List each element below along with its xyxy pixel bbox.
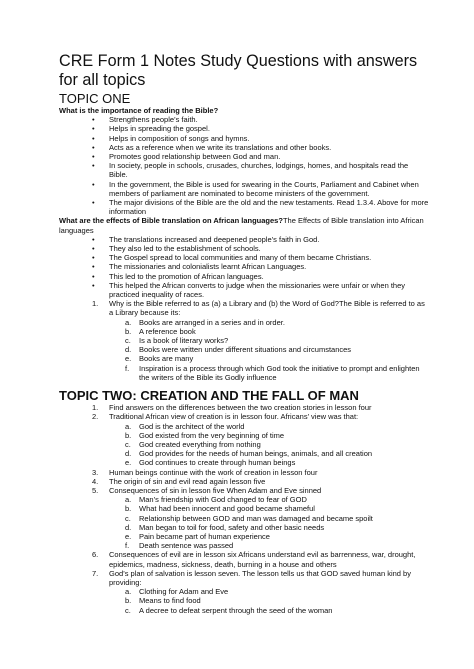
sub-item-letter: b. <box>125 326 132 336</box>
sub-item-letter: d. <box>125 449 132 459</box>
sub-item-text: Man began to toil for food, safety and other basic needs <box>139 522 325 532</box>
sub-item <box>125 605 429 615</box>
question-importance-text: What is the importance of reading the Bible? <box>59 106 219 115</box>
numbered-item <box>92 299 429 382</box>
list-item: • In the government, the Bible is used for swearing in the Courts, Parliament and Cabinet when members of parliament are nominated to become ministers of the government. <box>109 180 429 198</box>
sub-item-letter: f. <box>125 363 130 373</box>
topic-two-heading: TOPIC TWO: CREATION AND THE FALL OF MAN <box>59 388 359 404</box>
list-item: • In society, people in schools, crusades, churches, lodgings, homes, and hospitals read the Bible. <box>109 161 429 179</box>
sub-item-letter: c. <box>125 513 131 523</box>
sub-item-text: Inspiration is a process through which God took the initiative to prompt and enlighten the writers of the Bible its Godly influence <box>139 363 420 382</box>
sub-item-letter: c. <box>125 439 131 449</box>
sub-item <box>125 336 429 346</box>
sub-item-text: Books are many <box>139 354 194 364</box>
item-number: 5. <box>92 485 99 495</box>
sub-item <box>125 596 429 606</box>
sub-item <box>125 495 429 505</box>
sub-item-letter: e. <box>125 458 132 468</box>
sub-item <box>125 587 429 597</box>
sub-item-text: Clothing for Adam and Eve <box>139 587 229 597</box>
list-item: • Promotes good relationship between God and man. <box>109 152 429 161</box>
item-text: The origin of sin and evil read again lesson five <box>109 476 266 486</box>
topic-two-numbered-list <box>59 403 429 615</box>
sub-item <box>125 458 429 468</box>
sub-item-text: What had been innocent and good became shameful <box>139 504 315 514</box>
sub-list <box>109 422 429 468</box>
sub-item-letter: a. <box>125 587 132 597</box>
list-item: • Acts as a reference when we write its translations and other books. <box>109 143 429 152</box>
numbered-item <box>92 485 429 551</box>
sub-item <box>125 449 429 459</box>
sub-item-text: God created everything from nothing <box>139 439 261 449</box>
sub-item-letter: b. <box>125 596 132 606</box>
sub-item <box>125 531 429 541</box>
item-number: 1. <box>92 299 99 309</box>
sub-item-text: Pain became part of human experience <box>139 531 270 541</box>
sub-item <box>125 430 429 440</box>
numbered-item <box>92 403 429 413</box>
numbered-item <box>92 412 429 468</box>
sub-item-text: God existed from the very beginning of time <box>139 430 285 440</box>
list-item: • They also led to the establishment of schools. <box>109 244 429 253</box>
numbered-item <box>92 568 429 615</box>
question-importance <box>59 106 429 115</box>
sub-item-text: God continues to create through human beings <box>139 458 296 468</box>
sub-item-letter: a. <box>125 421 132 431</box>
sub-item-letter: e. <box>125 531 132 541</box>
sub-item-letter: a. <box>125 317 132 327</box>
document-title: CRE Form 1 Notes Study Questions with answers for all topics <box>59 52 418 89</box>
list-item: • Strengthens people’s faith. <box>109 115 429 124</box>
sub-item-text: Death sentence was passed <box>139 541 234 551</box>
item-number: 2. <box>92 412 99 422</box>
item-text: Why is the Bible referred to as (a) a Library and (b) the Word of God?The Bible is referred to as a Library because its: <box>109 299 425 318</box>
numbered-item <box>92 467 429 477</box>
sub-item-text: Books are arranged in a series and in order. <box>139 317 285 327</box>
numbered-item <box>92 550 429 569</box>
importance-bullet-list <box>59 115 429 216</box>
sub-item-text: Is a book of literary works? <box>139 336 229 346</box>
document-page <box>59 52 429 615</box>
sub-item <box>125 363 429 382</box>
topic-one-numbered-list <box>59 299 429 382</box>
list-item: • Helps in composition of songs and hymns. <box>109 134 429 143</box>
sub-list <box>109 495 429 550</box>
item-text: Human beings continue with the work of creation in lesson four <box>109 467 318 477</box>
sub-item <box>125 504 429 514</box>
topic-one-heading: TOPIC ONE <box>59 91 131 106</box>
item-text: Consequences of evil are in lesson six Africans understand evil as barrenness, war, drought, epidemics, madness, sickness, death, burning in a house and others <box>109 550 416 569</box>
sub-item <box>125 326 429 336</box>
list-item: • This helped the African converts to judge when the missionaries were unfair or when they practiced inequality of races. <box>109 281 429 299</box>
translation-bullet-list <box>59 235 429 299</box>
sub-item-text: Relationship between GOD and man was damaged and became spoilt <box>139 513 373 523</box>
sub-list <box>109 318 429 382</box>
sub-item <box>125 317 429 327</box>
sub-list <box>109 587 429 615</box>
list-item: • Helps in spreading the gospel. <box>109 124 429 133</box>
sub-item-text: Means to find food <box>139 596 201 606</box>
list-item: • The translations increased and deepened people’s faith in God. <box>109 235 429 244</box>
sub-item-text: A decree to defeat serpent through the seed of the woman <box>139 605 333 615</box>
item-number: 3. <box>92 467 99 477</box>
item-text: God’s plan of salvation is lesson seven. The lesson tells us that GOD saved human kind by providing: <box>109 568 411 587</box>
sub-item-letter: c. <box>125 336 131 346</box>
sub-item <box>125 345 429 355</box>
sub-item <box>125 421 429 431</box>
item-text: Traditional African view of creation is in lesson four. Africans’ view was that: <box>109 412 359 422</box>
item-text: Find answers on the differences between the two creation stories in lesson four <box>109 403 372 413</box>
list-item: • The missionaries and colonialists learnt African Languages. <box>109 262 429 271</box>
item-number: 6. <box>92 550 99 560</box>
sub-item-text: Books were written under different situations and circumstances <box>139 345 352 355</box>
sub-item-letter: d. <box>125 345 132 355</box>
list-item: • The Gospel spread to local communities and many of them became Christians. <box>109 253 429 262</box>
item-number: 7. <box>92 568 99 578</box>
question-translation-effects <box>59 216 429 234</box>
question-translation-rest: The Effects of Bible translation into African languages <box>59 216 424 235</box>
sub-item-text: God is the architect of the world <box>139 421 245 431</box>
sub-item <box>125 513 429 523</box>
sub-item-letter: e. <box>125 354 132 364</box>
sub-item-letter: b. <box>125 504 132 514</box>
item-number: 4. <box>92 476 99 486</box>
numbered-item <box>92 476 429 486</box>
sub-item-letter: a. <box>125 495 132 505</box>
sub-item-text: Man’s friendship with God changed to fear of GOD <box>139 495 307 505</box>
list-item: • This led to the promotion of African languages. <box>109 272 429 281</box>
question-translation-bold: What are the effects of Bible translation on African languages? <box>59 216 283 226</box>
sub-item-letter: c. <box>125 605 131 615</box>
sub-item <box>125 541 429 551</box>
sub-item <box>125 439 429 449</box>
sub-item-letter: d. <box>125 522 132 532</box>
list-item: • The major divisions of the Bible are the old and the new testaments. Read 1.3.4. Above for more information <box>109 198 429 216</box>
item-text: Consequences of sin in lesson five When Adam and Eve sinned <box>109 485 322 495</box>
sub-item <box>125 522 429 532</box>
sub-item-text: God provides for the needs of human beings, animals, and all creation <box>139 449 373 459</box>
item-number: 1. <box>92 403 99 413</box>
sub-item <box>125 354 429 364</box>
sub-item-text: A reference book <box>139 326 196 336</box>
sub-item-letter: f. <box>125 541 130 551</box>
sub-item-letter: b. <box>125 430 132 440</box>
